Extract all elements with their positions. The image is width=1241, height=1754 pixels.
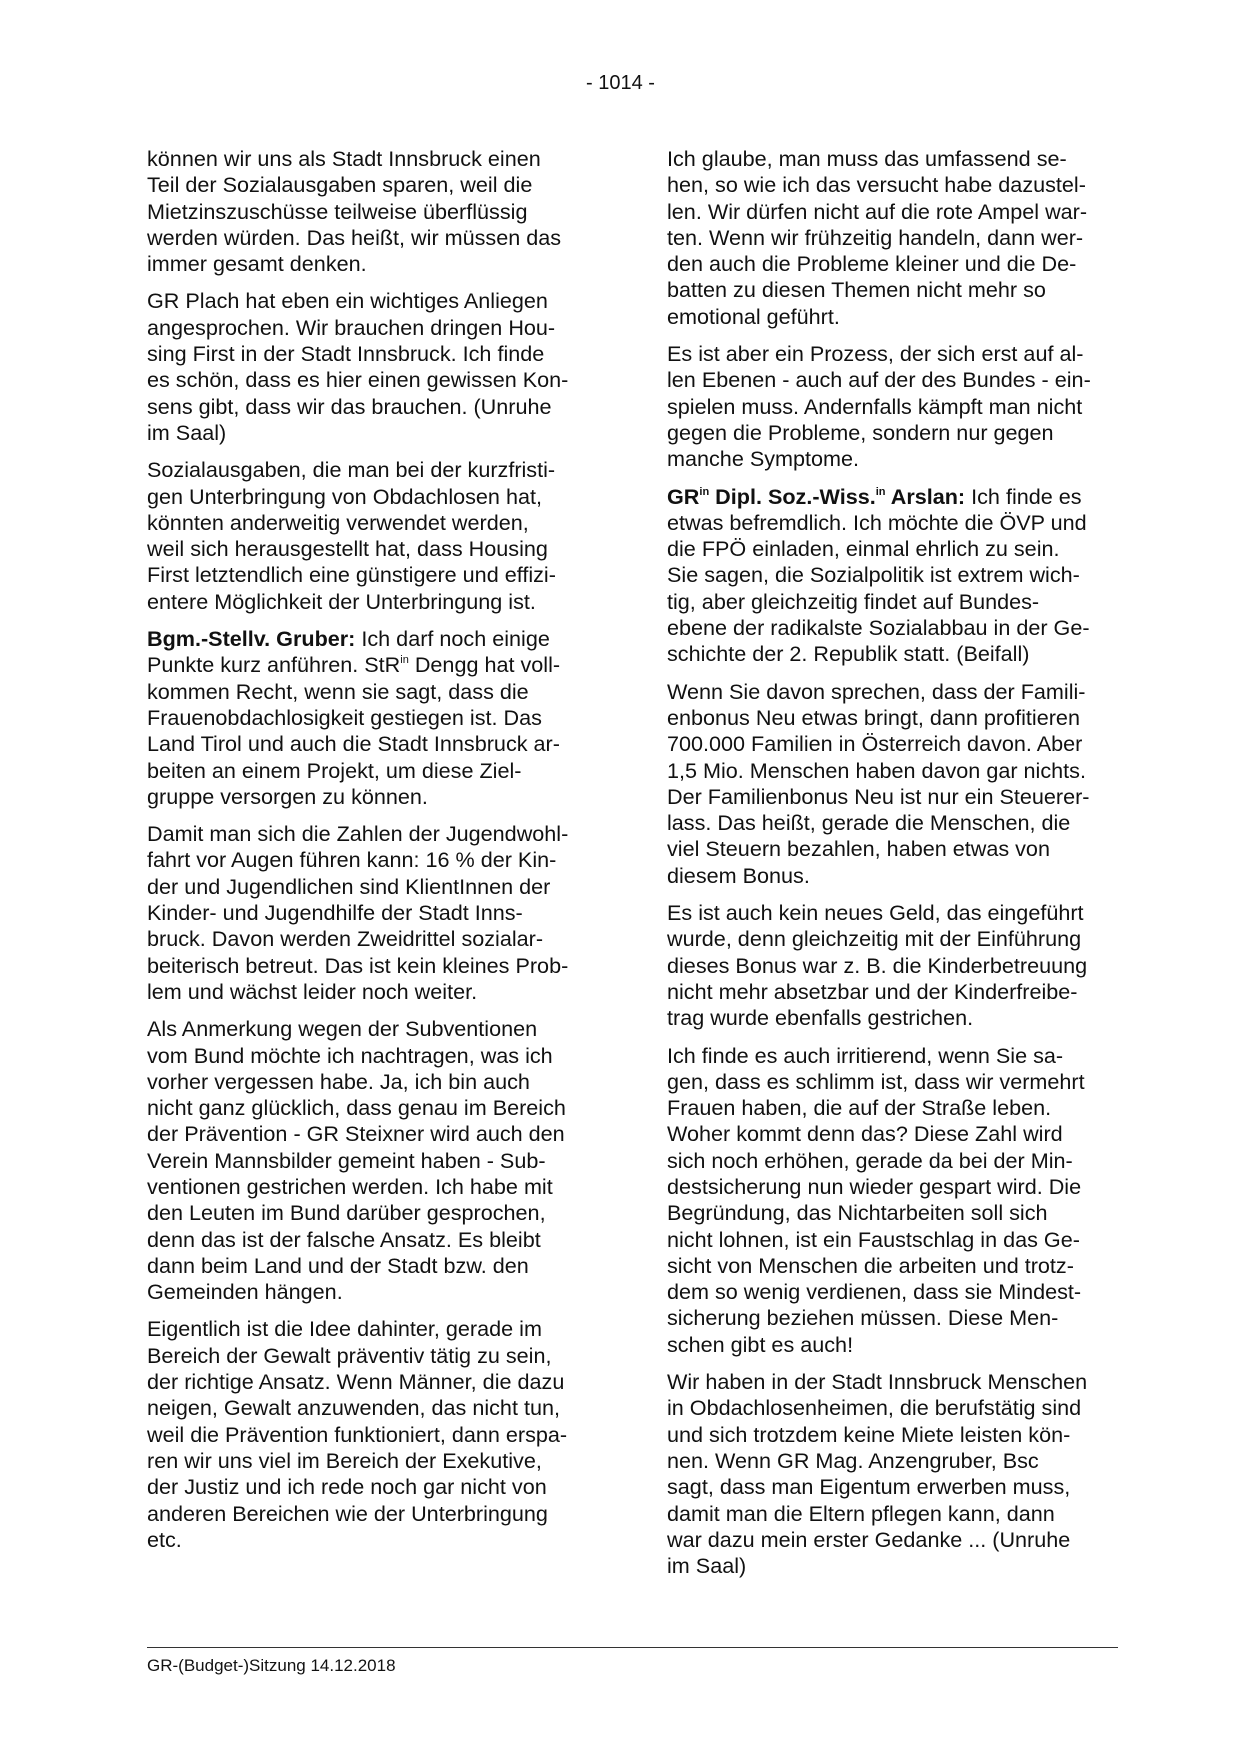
paragraph: Es ist auch kein neues Geld, das eingeführt wurde, denn gleichzeitig mit der Einführung dieses Bonus war z. B. die Kinderbetreuung nicht mehr absetzbar und der Kinderfreibe- trag wurde ebenfalls gestrichen. <box>667 900 1088 1031</box>
right-column <box>667 146 1121 1590</box>
paragraph: Es ist aber ein Prozess, der sich erst auf al- len Ebenen - auch auf der des Bundes - ein- spielen muss. Andernfalls kämpft man nicht gegen die Probleme, sondern nur gegen manche Symptome. <box>667 341 1091 472</box>
left-column <box>147 146 601 1564</box>
speaker-paragraph <box>147 626 601 810</box>
superscript: in <box>875 485 886 498</box>
paragraph: Damit man sich die Zahlen der Jugendwohl- fahrt vor Augen führen kann: 16 % der Kin- der und Jugendlichen sind KlientInnen der Kinder- und Jugendhilfe der Stadt Inns- bruck. Davon werden Zweidrittel sozialar- beiterisch betreut. Das ist kein kleines Prob- lem und wächst leider noch weiter. <box>147 821 569 1004</box>
paragraph: Ich finde es auch irritierend, wenn Sie sa- gen, dass es schlimm ist, dass wir vermehrt Frauen haben, die auf der Straße leben. Woher kommt denn das? Diese Zahl wird sich noch erhöhen, gerade da bei der Min- destsicherung nun wieder gespart wird. Die Begründung, das Nichtarbeiten soll sich nicht lohnen, ist ein Faustschlag in das Ge- sicht von Menschen die arbeiten und trotz- dem so wenig verdienen, dass sie Mindest- sicherung beziehen müssen. Diese Men- schen gibt es auch! <box>667 1042 1085 1357</box>
paragraph: Wenn Sie davon sprechen, dass der Famili- enbonus Neu etwas bringt, dann profitieren 700.000 Familien in Österreich davon. Aber 1,5 Mio. Menschen haben davon gar nichts. Der Familienbonus Neu ist nur ein Steuerer- lass. Das heißt, gerade die Menschen, die viel Steuern bezahlen, haben etwas von diesem Bonus. <box>667 678 1090 888</box>
paragraph: Eigentlich ist die Idee dahinter, gerade im Bereich der Gewalt präventiv tätig zu sein, der richtige Ansatz. Wenn Männer, die dazu neigen, Gewalt anzuwenden, das nicht tun, weil die Prävention funktioniert, dann erspa- ren wir uns viel im Bereich der Exekutive, der Justiz und ich rede noch gar nicht von anderen Bereichen wie der Unterbringung etc. <box>147 1316 568 1552</box>
speaker-paragraph <box>667 484 1121 668</box>
paragraph-text: Ich darf noch einige Punkte kurz anführen. StR <box>147 626 550 678</box>
speaker-title: Dipl. Soz.-Wiss. <box>709 483 876 509</box>
footer-text: GR-(Budget-)Sitzung 14.12.2018 <box>147 1656 396 1675</box>
paragraph: können wir uns als Stadt Innsbruck einen Teil der Sozialausgaben sparen, weil die Mietzinszuschüsse teilweise überflüssig werden würden. Das heißt, wir müssen das immer gesamt denken. <box>147 146 562 277</box>
speaker-name <box>667 484 965 509</box>
speaker-title: GR <box>667 483 700 509</box>
speaker-surname: Arslan: <box>885 483 966 509</box>
paragraph: Als Anmerkung wegen der Subventionen vom Bund möchte ich nachtragen, was ich vorher vergessen habe. Ja, ich bin auch nicht ganz glücklich, dass genau im Bereich der Prävention - GR Steixner wird auch den Verein Mannsbilder gemeint haben - Sub- ventionen gestrichen werden. Ich habe mit den Leuten im Bund darüber gesprochen, denn das ist der falsche Ansatz. Es bleibt dann beim Land und der Stadt bzw. den Gemeinden hängen. <box>147 1016 566 1305</box>
footer-divider <box>147 1647 1118 1648</box>
paragraph: Sozialausgaben, die man bei der kurzfristi- gen Unterbringung von Obdachlosen hat, könnten anderweitig verwendet werden, weil sich herausgestellt hat, dass Housing First letztendlich eine günstigere und effizi- entere Möglichkeit der Unterbringung ist. <box>147 457 556 614</box>
paragraph: Ich glaube, man muss das umfassend se- hen, so wie ich das versucht habe dazustel- len. Wir dürfen nicht auf die rote Ampel war- ten. Wenn wir frühzeitig handeln, dann wer- den auch die Probleme kleiner und die De- batten zu diesen Themen nicht mehr so emotional geführt. <box>667 146 1088 329</box>
paragraph-text: Ich finde es etwas befremdlich. Ich möchte die ÖVP und die FPÖ einladen, einmal ehrlich zu sein. Sie sagen, die Sozialpolitik ist extrem wich- tig, aber gleichzeitig findet auf Bundes- ebene der radikalste Sozialabbau in der Ge- schichte der 2. Republik statt. (Beifall) <box>667 483 1090 667</box>
superscript: in <box>699 485 710 498</box>
paragraph: GR Plach hat eben ein wichtiges Anliegen angesprochen. Wir brauchen dringen Hou- sing First in der Stadt Innsbruck. Ich finde es schön, dass es hier einen gewissen Kon- sens gibt, dass wir das brauchen. (Unruhe im Saal) <box>147 288 569 445</box>
page-number: - 1014 - <box>586 72 655 94</box>
superscript: in <box>400 654 409 667</box>
paragraph-text: Dengg hat voll- kommen Recht, wenn sie sagt, dass die Frauenobdachlosigkeit gestiegen ist. Das Land Tirol und auch die Stadt Innsbruck ar- beiten an einem Projekt, um diese Ziel- gruppe versorgen zu können. <box>147 652 561 809</box>
paragraph: Wir haben in der Stadt Innsbruck Menschen in Obdachlosenheimen, die berufstätig sind und sich trotzdem keine Miete leisten kön- nen. Wenn GR Mag. Anzengruber, Bsc sagt, dass man Eigentum erwerben muss, damit man die Eltern pflegen kann, dann war dazu mein erster Gedanke ... (Unruhe im Saal) <box>667 1369 1088 1579</box>
speaker-name: Bgm.-Stellv. Gruber: <box>147 626 356 652</box>
